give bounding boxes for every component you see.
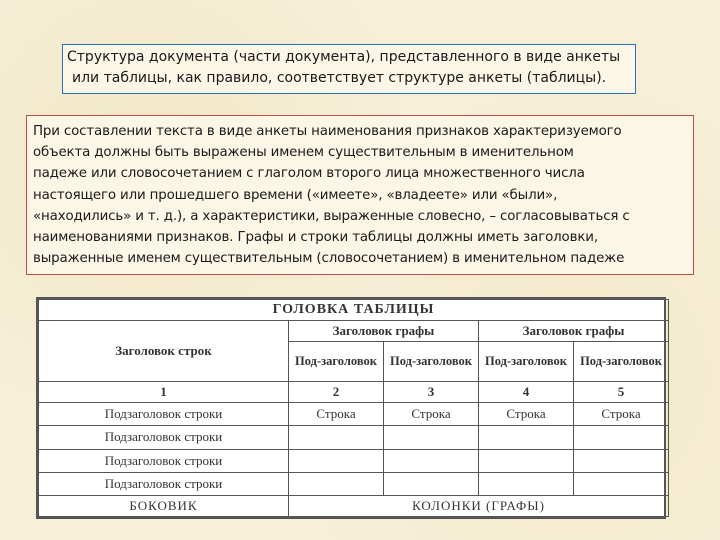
data-cell [479, 472, 574, 495]
data-cell [574, 449, 669, 472]
rule-line: настоящего или прошедшего времени («имеете», «владеете» или «были», [33, 187, 558, 203]
data-cell [479, 449, 574, 472]
stub-label: БОКОВИК [39, 495, 289, 516]
columns-label: КОЛОНКИ (ГРАФЫ) [289, 495, 669, 516]
column-header-cell: Заголовок графы [479, 321, 669, 342]
table-structure-figure [36, 297, 666, 519]
subheader-cell: Под-заголовок [479, 342, 574, 382]
number-cell: 1 [39, 382, 289, 403]
data-cell [289, 426, 384, 449]
table-row [39, 472, 669, 495]
data-cell: Строка [479, 403, 574, 426]
data-cell [289, 449, 384, 472]
subheader-cell: Под-заголовок [289, 342, 384, 382]
rule-line: объекта должны быть выражены именем существительным в именительном [33, 145, 574, 161]
subheader-cell: Под-заголовок [574, 342, 669, 382]
data-cell [574, 472, 669, 495]
data-cell: Строка [384, 403, 479, 426]
number-cell: 5 [574, 382, 669, 403]
table-row [39, 449, 669, 472]
table-head-title: ГОЛОВКА ТАБЛИЦЫ [39, 300, 669, 321]
intro-line-2: или таблицы, как правило, соответствует структуре анкеты (таблицы). [72, 70, 607, 86]
data-cell [384, 449, 479, 472]
row-label: Подзаголовок строки [39, 426, 289, 449]
rule-line: падеже или словосочетанием с глаголом второго лица множественного числа [33, 166, 585, 182]
rule-line: При составлении текста в виде анкеты наименования признаков характеризуемого [33, 124, 622, 139]
data-cell [479, 426, 574, 449]
data-cell [289, 472, 384, 495]
row-label: Подзаголовок строки [39, 403, 289, 426]
rule-line: наименованиями признаков. Графы и строки таблицы должны иметь заголовки, [33, 230, 598, 246]
data-cell: Строка [574, 403, 669, 426]
table-row [39, 426, 669, 449]
intro-line-1: Структура документа (части документа), представленного в виде анкеты [67, 49, 621, 65]
data-cell: Строка [289, 403, 384, 426]
data-cell [574, 426, 669, 449]
data-cell [384, 426, 479, 449]
row-label: Подзаголовок строки [39, 449, 289, 472]
rule-line: выраженные именем существительным (словосочетанием) в именительном падеже [33, 251, 625, 267]
number-cell: 3 [384, 382, 479, 403]
table-diagram [38, 299, 669, 517]
column-header-cell: Заголовок графы [289, 321, 479, 342]
rule-line: «находились» и т. д.), а характеристики, выраженные словесно, – согласовываться с [33, 208, 630, 224]
number-cell: 2 [289, 382, 384, 403]
table-row [39, 403, 669, 426]
row-header-cell: Заголовок строк [39, 321, 289, 382]
number-cell: 4 [479, 382, 574, 403]
subheader-cell: Под-заголовок [384, 342, 479, 382]
row-label: Подзаголовок строки [39, 472, 289, 495]
data-cell [384, 472, 479, 495]
rule-text-box [26, 115, 694, 275]
intro-box [62, 44, 636, 94]
